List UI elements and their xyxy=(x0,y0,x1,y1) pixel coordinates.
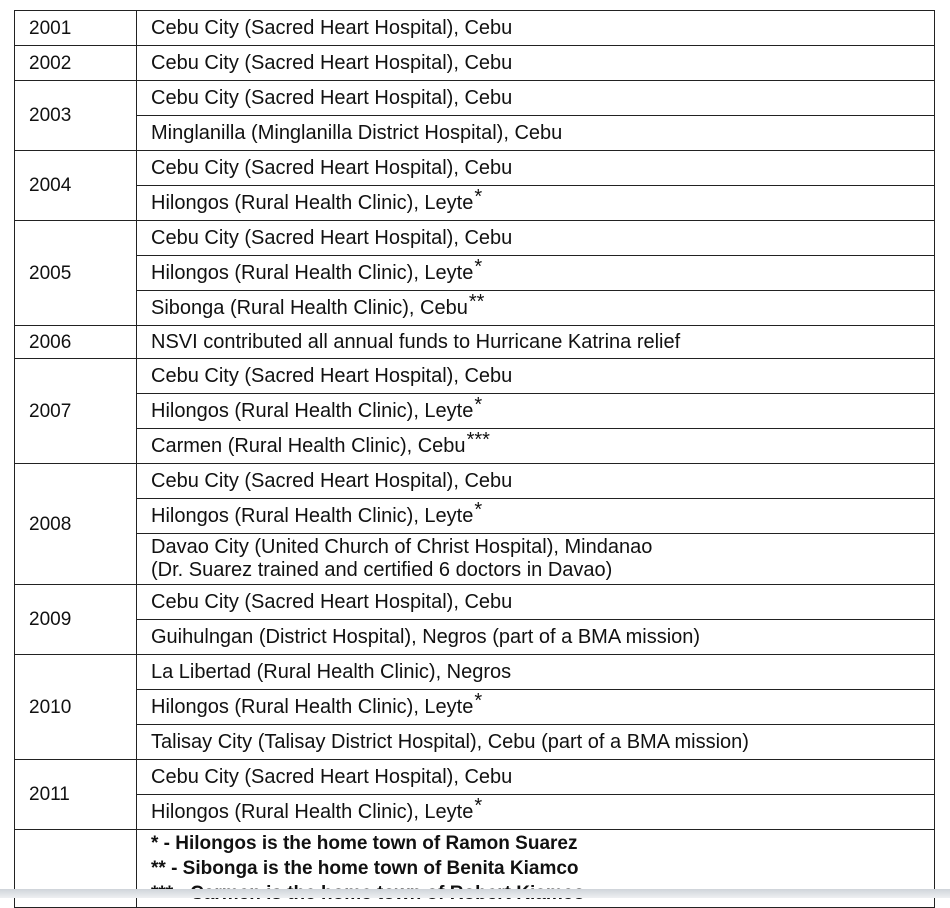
table-row xyxy=(15,499,935,534)
year-cell: 2005 xyxy=(15,221,137,326)
footnote-mark: * xyxy=(474,689,483,712)
location-text: Cebu City (Sacred Heart Hospital), Cebu xyxy=(151,364,513,387)
location-cell xyxy=(137,760,935,795)
footnote-mark: * xyxy=(474,794,483,817)
location-cell xyxy=(137,499,935,534)
table-row xyxy=(15,256,935,291)
location-cell xyxy=(137,11,935,46)
location-cell xyxy=(137,795,935,830)
location-text: Talisay City (Talisay District Hospital), Cebu (part of a BMA mission) xyxy=(151,730,749,753)
location-cell xyxy=(137,81,935,116)
location-cell xyxy=(137,256,935,291)
year-cell: 2010 xyxy=(15,655,137,760)
location-cell xyxy=(137,359,935,394)
table-row xyxy=(15,81,935,116)
location-text: Hilongos (Rural Health Clinic), Leyte xyxy=(151,800,474,823)
year-cell: 2011 xyxy=(15,760,137,830)
table-row xyxy=(15,116,935,151)
table-row xyxy=(15,620,935,655)
table-row xyxy=(15,326,935,359)
table-row xyxy=(15,429,935,464)
location-text: Hilongos (Rural Health Clinic), Leyte xyxy=(151,399,474,422)
table-row xyxy=(15,394,935,429)
table-row xyxy=(15,655,935,690)
location-text: NSVI contributed all annual funds to Hurricane Katrina relief xyxy=(151,330,681,353)
location-text: Hilongos (Rural Health Clinic), Leyte xyxy=(151,695,474,718)
footnote-mark: ** xyxy=(468,290,485,313)
mission-table xyxy=(14,10,935,908)
location-cell xyxy=(137,620,935,655)
location-text: Cebu City (Sacred Heart Hospital), Cebu xyxy=(151,156,513,179)
location-text: Cebu City (Sacred Heart Hospital), Cebu xyxy=(151,51,513,74)
location-text: Davao City (United Church of Christ Hospital), Mindanao xyxy=(151,536,653,558)
table-row xyxy=(15,795,935,830)
location-text: La Libertad (Rural Health Clinic), Negros xyxy=(151,660,512,683)
location-cell xyxy=(137,46,935,81)
year-cell: 2008 xyxy=(15,464,137,585)
year-cell: 2009 xyxy=(15,585,137,655)
location-text: Hilongos (Rural Health Clinic), Leyte xyxy=(151,261,474,284)
location-text: Cebu City (Sacred Heart Hospital), Cebu xyxy=(151,469,513,492)
year-cell: 2002 xyxy=(15,46,137,81)
location-text: Hilongos (Rural Health Clinic), Leyte xyxy=(151,191,474,214)
location-cell xyxy=(137,116,935,151)
location-cell xyxy=(137,464,935,499)
table-row xyxy=(15,585,935,620)
footnote-mark: * xyxy=(474,255,483,278)
year-cell: 2003 xyxy=(15,81,137,151)
location-cell xyxy=(137,326,935,359)
location-cell xyxy=(137,429,935,464)
table-row xyxy=(15,725,935,760)
table-row xyxy=(15,221,935,256)
location-text: Cebu City (Sacred Heart Hospital), Cebu xyxy=(151,765,513,788)
footnote-mark: * xyxy=(474,185,483,208)
location-text: Hilongos (Rural Health Clinic), Leyte xyxy=(151,504,474,527)
year-cell: 2004 xyxy=(15,151,137,221)
table-row xyxy=(15,186,935,221)
table-row xyxy=(15,690,935,725)
location-text: Cebu City (Sacred Heart Hospital), Cebu xyxy=(151,590,513,613)
location-cell xyxy=(137,221,935,256)
location-cell xyxy=(137,725,935,760)
footnote-2: ** - Sibonga is the home town of Benita Kiamco xyxy=(151,858,579,879)
footnote-mark: * xyxy=(474,498,483,521)
location-text: Carmen (Rural Health Clinic), Cebu xyxy=(151,434,466,457)
location-text: Cebu City (Sacred Heart Hospital), Cebu xyxy=(151,16,513,39)
table-row xyxy=(15,151,935,186)
year-cell: 2007 xyxy=(15,359,137,464)
table-row xyxy=(15,11,935,46)
table-row xyxy=(15,464,935,499)
location-cell xyxy=(137,534,935,585)
location-text: Cebu City (Sacred Heart Hospital), Cebu xyxy=(151,86,513,109)
year-cell: 2006 xyxy=(15,326,137,359)
location-note: (Dr. Suarez trained and certified 6 doctors in Davao) xyxy=(151,559,613,581)
location-cell xyxy=(137,655,935,690)
bottom-edge xyxy=(0,889,950,898)
location-cell xyxy=(137,690,935,725)
location-cell xyxy=(137,291,935,326)
location-text: Guihulngan (District Hospital), Negros (part of a BMA mission) xyxy=(151,625,701,648)
location-text: Cebu City (Sacred Heart Hospital), Cebu xyxy=(151,226,513,249)
footnote-mark: * xyxy=(474,393,483,416)
year-cell: 2001 xyxy=(15,11,137,46)
location-cell xyxy=(137,186,935,221)
table-row xyxy=(15,534,935,585)
table-row xyxy=(15,359,935,394)
location-text: Sibonga (Rural Health Clinic), Cebu xyxy=(151,296,468,319)
footnote-1: * - Hilongos is the home town of Ramon Suarez xyxy=(151,833,578,854)
location-text: Minglanilla (Minglanilla District Hospital), Cebu xyxy=(151,121,563,144)
table-row xyxy=(15,46,935,81)
location-cell xyxy=(137,585,935,620)
location-cell xyxy=(137,151,935,186)
page xyxy=(14,10,935,908)
table-row xyxy=(15,291,935,326)
footnote-mark: *** xyxy=(466,428,490,451)
location-cell xyxy=(137,394,935,429)
table-row xyxy=(15,760,935,795)
